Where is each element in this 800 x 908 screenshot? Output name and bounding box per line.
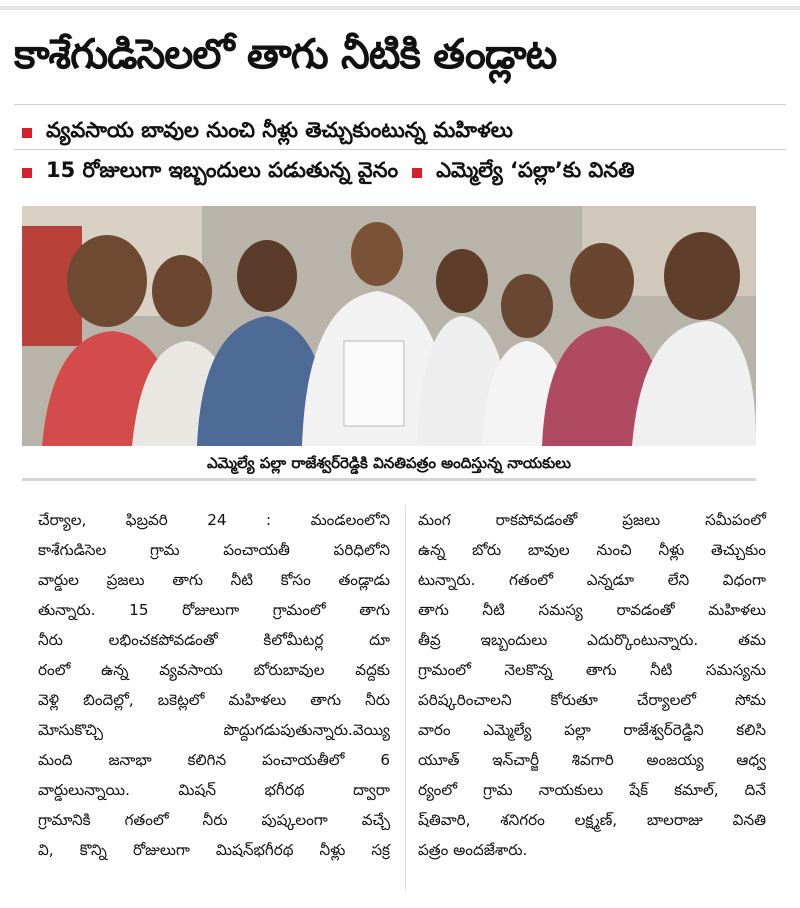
article-line: వార్డుల ప్రజలు తాగు నీటి కోసం తండ్లాడు [38, 571, 390, 589]
article-line: వెళ్లి బిందెల్లో, బకెట్లలో మహిళలు తాగు నీరు [38, 691, 390, 709]
group-photo-illustration [22, 206, 756, 446]
article-line: పరిష్కరించాలని కోరుతూ చేర్యాలలో సోమ [418, 691, 766, 709]
bullet-icon [22, 128, 32, 138]
subhead-text: 15 రోజులుగా ఇబ్బందులు పడుతున్న వైనం [46, 158, 399, 182]
article-line: తాగు నీటి సమస్య రావడంతో మహిళలు [418, 601, 766, 619]
subhead-2 [22, 158, 635, 188]
article-line: గ్రామానికి గతంలో నీరు పుష్కలంగా వచ్చే [38, 811, 390, 829]
subhead-1 [22, 118, 513, 148]
column-divider [405, 505, 406, 890]
caption-rule [22, 478, 756, 481]
article-line: చేర్యాల, ఫిబ్రవరి 24 : మండలంలోని [38, 511, 390, 529]
subhead-text: వ్యవసాయ బావుల నుంచి నీళ్లు తెచ్చుకుంటున్న మహిళలు [46, 118, 513, 142]
photo-caption: ఎమ్మెల్యే పల్లా రాజేశ్వర్‌రెడ్డికి వినతిపత్రం అందిస్తున్న నాయకులు [206, 454, 572, 472]
article-line: తీవ్ర ఇబ్బందులు ఎదుర్కొంటున్నారు. తమ [418, 631, 766, 649]
article-line: మోసుకొచ్చి పొద్దుగడుపుతున్నారు.వెయ్యి [38, 721, 390, 739]
news-photo [22, 206, 756, 446]
article-line: యూత్ ఇన్‌చార్జీ శివగారి అంజయ్య ఆధ్వ [418, 751, 766, 769]
article-line: వి, కొన్ని రోజులుగా మిషన్‌భగీరథ నీళ్లు సక్ర [38, 841, 390, 859]
article-line: గ్రామంలో నెలకొన్న తాగు నీటి సమస్యను [418, 661, 766, 679]
article-line: ఉన్న బోరు బావుల నుంచి నీళ్లు తెచ్చుకుం [418, 541, 766, 559]
article-line: వార్డులున్నాయి. మిషన్ భగీరథ ద్వారా [38, 781, 390, 799]
article-line: నీరు లభించకపోవడంతో కిలోమీటర్ల దూ [38, 631, 390, 649]
top-border [0, 6, 800, 10]
article-line: టున్నారు. గతంలో ఎన్నడూ లేని విధంగా [418, 571, 766, 589]
bullet-icon [412, 168, 422, 178]
article-line: వారం ఎమ్మెల్యే పల్లా రాజేశ్వర్‌రెడ్డిని కలిసి [418, 721, 766, 739]
article-line: తున్నారు. 15 రోజులుగా గ్రామంలో తాగు [38, 601, 390, 619]
article-column-1 [38, 505, 390, 865]
article-line: పత్రం అందజేశారు. [418, 841, 528, 859]
bullet-icon [22, 168, 32, 178]
divider-line [14, 104, 786, 105]
article-line: ర్యంలో గ్రామ నాయకులు షేక్ కమాల్, దినే [418, 781, 766, 799]
article-line: మంది జనాభా కలిగిన పంచాయతీలో 6 [38, 751, 390, 769]
divider-line [14, 149, 786, 150]
article-column-2 [418, 505, 766, 865]
article-line: రంలో ఉన్న వ్యవసాయ బోరుబావుల వద్దకు [38, 661, 390, 679]
article-line: ష్‌తివారి, శనిగరం లక్ష్మణ్, బాలరాజు వినతి [418, 811, 766, 829]
article-line: మంగ రాకపోవడంతో ప్రజలు సమీపంలో [418, 511, 766, 529]
article-line: కాశేగుడిసెల గ్రామ పంచాయతీ పరిధిలోని [38, 541, 390, 559]
subhead-text: ఎమ్మెల్యే ‘పల్లా’కు వినతి [436, 158, 635, 182]
headline: కాశేగుడిసెలలో తాగు నీటికి తండ్లాట [14, 30, 557, 78]
